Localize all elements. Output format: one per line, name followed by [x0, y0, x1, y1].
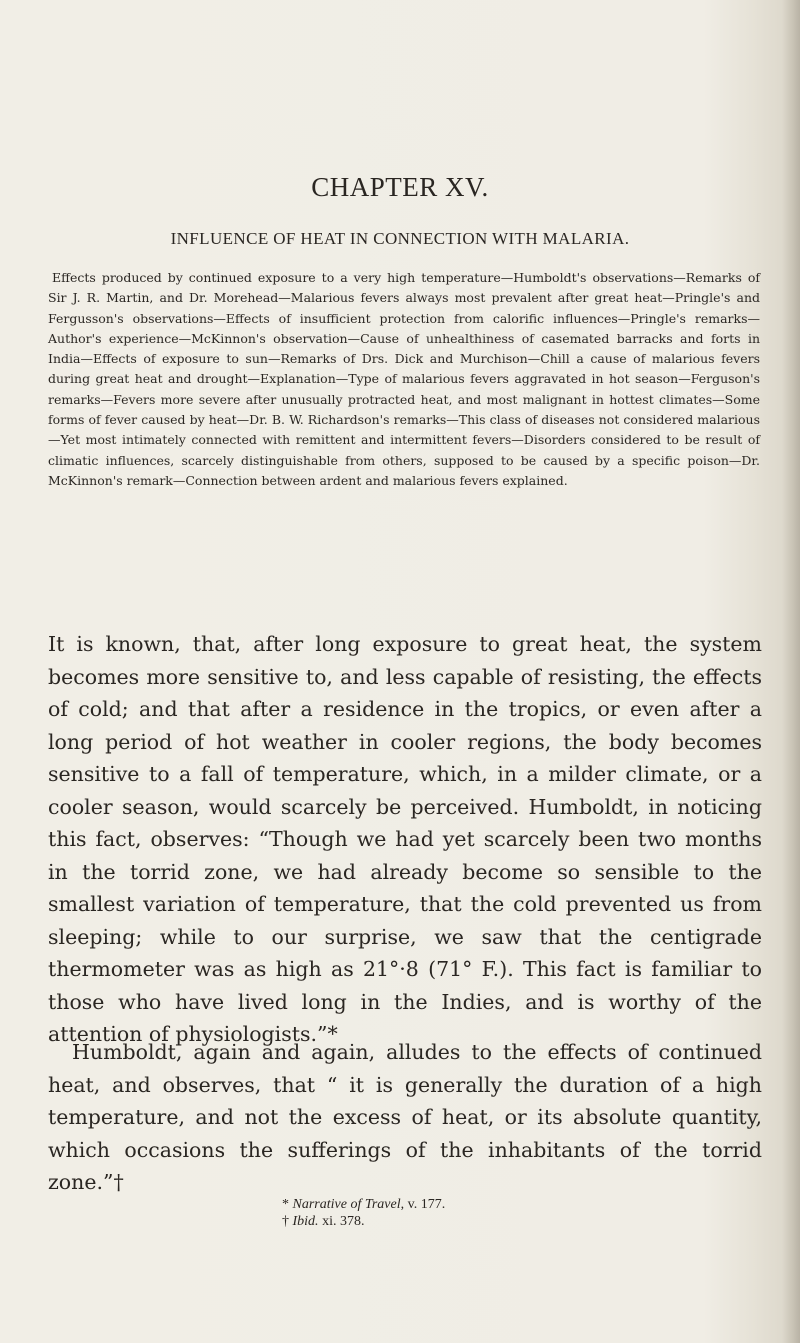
body-paragraph-1: It is known, that, after long exposure to great heat, the system becomes more sensitive to, and less capable of resisting, the effects of cold; and that after a residence in the tropics, or even after a long period of hot weather in cooler regions, the body becomes sensitive to a fall of temperature, which, in a milder climate, or a cooler season, would scarcely be perceived. Humboldt, in noticing this fact, observes: “Though we had yet scarcely been two months in the torrid zone, we had already become so sensible to the smallest variation of temperature, that the cold prevented us from sleeping; while to our surprise, we saw that the centigrade thermometer was as high as 21°·8 (71° F.). This fact is familiar to those who have lived long in the Indies, and is worthy of the attention of physiologists.”* — [48, 632, 762, 1046]
footnote-2 — [282, 1213, 364, 1231]
chapter-synopsis: Effects produced by continued exposure to a very high temperature—Humboldt's observations—Remarks of Sir J. R. Martin, and Dr. Morehead—Malarious fevers always most prevalent after great heat—Pringle's and Fergusson's observations—Effects of insufficient protection from calorific influences—Pringle's remarks—Author's experience—McKinnon's observation—Cause of unhealthiness of casemated barracks and forts in India—Effects of exposure to sun—Remarks of Drs. Dick and Murchison—Chill a cause of malarious fevers during great heat and drought—Explanation—Type of malarious fevers aggravated in hot season—Ferguson's remarks—Fevers more severe after unusually protracted heat, and most malignant in hottest climates—Some forms of fever caused by heat—Dr. B. W. Richardson's remarks—This class of diseases not considered malarious—Yet most intimately connected with remittent and intermittent fevers—Disorders considered to be result of climatic influences, scarcely distinguishable from others, supposed to be caused by a specific poison—Dr. McKinnon's remark—Connection between ardent and malarious fevers explained. — [48, 270, 760, 488]
footnote-title: Narrative of Travel — [292, 1197, 401, 1212]
footnote-reference: , v. 177. — [400, 1197, 446, 1212]
chapter-title: CHAPTER XV. — [311, 172, 489, 202]
body-paragraph-2: Humboldt, again and again, alludes to the effects of continued heat, and observes, that “ it is generally the duration of a high temperature, and not the excess of heat, or its absolute quantity, which occasions the sufferings of the inhabitants of the torrid zone.”† — [48, 1040, 762, 1194]
footnote-marker: * — [282, 1197, 293, 1212]
footnote-reference: xi. 378. — [318, 1214, 365, 1229]
chapter-subtitle: INFLUENCE OF HEAT IN CONNECTION WITH MALARIA. — [170, 229, 630, 248]
footnote-marker: † — [282, 1214, 293, 1229]
footnote-title: Ibid. — [292, 1214, 319, 1229]
footnote-1 — [282, 1196, 445, 1214]
